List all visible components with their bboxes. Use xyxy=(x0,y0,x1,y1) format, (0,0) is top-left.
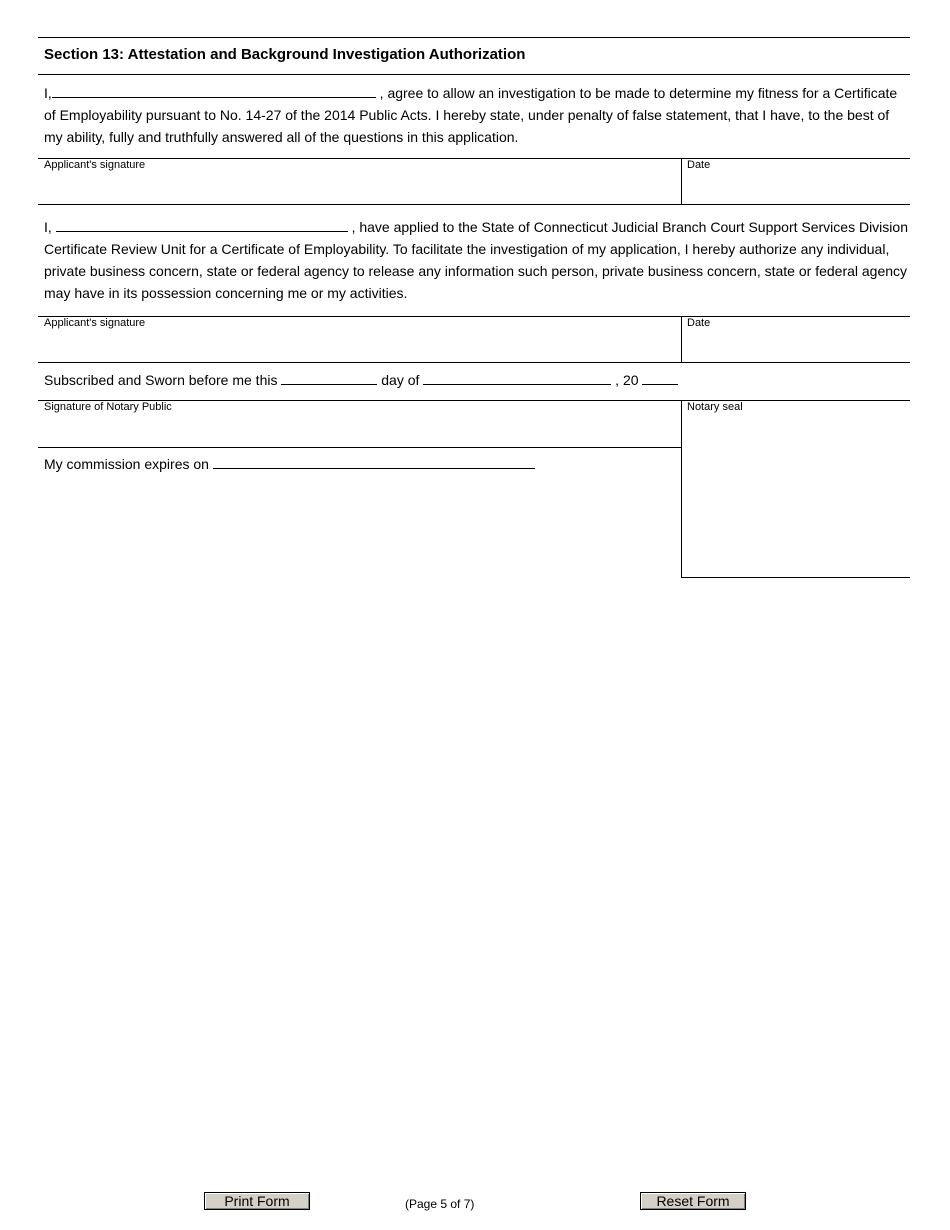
section-title: Section 13: Attestation and Background Investigation Authorization xyxy=(44,46,526,63)
notary-signature-label: Signature of Notary Public xyxy=(44,401,172,413)
authorization-paragraph xyxy=(44,216,910,304)
applicant-signature-field-2[interactable] xyxy=(40,316,680,362)
year-prefix: , 20 xyxy=(615,372,639,388)
attestation-name-field[interactable] xyxy=(52,83,376,98)
notary-seal-label: Notary seal xyxy=(687,401,743,413)
reset-form-button[interactable]: Reset Form xyxy=(640,1192,746,1210)
section-top-rule xyxy=(38,37,910,38)
commission-line xyxy=(44,453,535,475)
signature-row-2-divider xyxy=(681,316,682,362)
date-field-1[interactable] xyxy=(683,158,909,204)
applicant-signature-label-1: Applicant's signature xyxy=(44,159,146,171)
page-indicator: (Page 5 of 7) xyxy=(405,1197,475,1211)
sworn-month-field[interactable] xyxy=(423,370,611,385)
attestation-line-2: of Employability pursuant to No. 14-27 of the 2014 Public Acts. I hereby state, under penalty of false statement, that I have, to the best of xyxy=(44,107,890,123)
date-label-1: Date xyxy=(687,159,711,171)
notary-signature-field[interactable] xyxy=(40,400,680,446)
signature-row-1-bottom-rule xyxy=(38,204,910,205)
signature-row-1-divider xyxy=(681,158,682,204)
applicant-signature-label-2: Applicant's signature xyxy=(44,317,146,329)
attestation-line1-text: , agree to allow an investigation to be made to determine my fitness for a Certificate xyxy=(379,85,898,101)
notary-seal-bottom-rule xyxy=(681,577,910,578)
authorization-line-2: Certificate Review Unit for a Certificate of Employability. To facilitate the investigation of my application, I hereby authorize any individual, xyxy=(44,241,890,257)
date-label-2: Date xyxy=(687,317,711,329)
sworn-year-field[interactable] xyxy=(642,370,678,385)
sworn-day-field[interactable] xyxy=(281,370,377,385)
attestation-paragraph xyxy=(44,82,910,148)
authorization-prefix: I, xyxy=(44,219,52,235)
print-form-button[interactable]: Print Form xyxy=(204,1192,310,1210)
notary-seal-left-rule xyxy=(681,400,682,577)
attestation-line-3: my ability, fully and truthfully answered all of the questions in this application. xyxy=(44,129,519,145)
sworn-prefix: Subscribed and Sworn before me this xyxy=(44,372,278,388)
signature-row-2-bottom-rule xyxy=(38,362,910,363)
attestation-prefix: I, xyxy=(44,85,52,101)
authorization-name-field[interactable] xyxy=(56,217,348,232)
applicant-signature-field-1[interactable] xyxy=(40,158,680,204)
attestation-line-1 xyxy=(44,82,910,104)
commission-label: My commission expires on xyxy=(44,456,209,472)
authorization-line-1 xyxy=(44,216,910,238)
date-field-2[interactable] xyxy=(683,316,909,362)
authorization-line1-text: , have applied to the State of Connecticut Judicial Branch Court Support Services Division xyxy=(351,219,908,235)
authorization-line-4: may have in its possession concerning me or my activities. xyxy=(44,285,408,301)
authorization-line-3: private business concern, state or federal agency to release any information such person, private business concern, state or federal agency xyxy=(44,263,908,279)
day-of-label: day of xyxy=(381,372,420,388)
section-title-rule xyxy=(38,74,910,75)
notary-signature-bottom-rule xyxy=(38,447,681,448)
sworn-line xyxy=(44,369,678,391)
commission-expires-field[interactable] xyxy=(213,454,535,469)
